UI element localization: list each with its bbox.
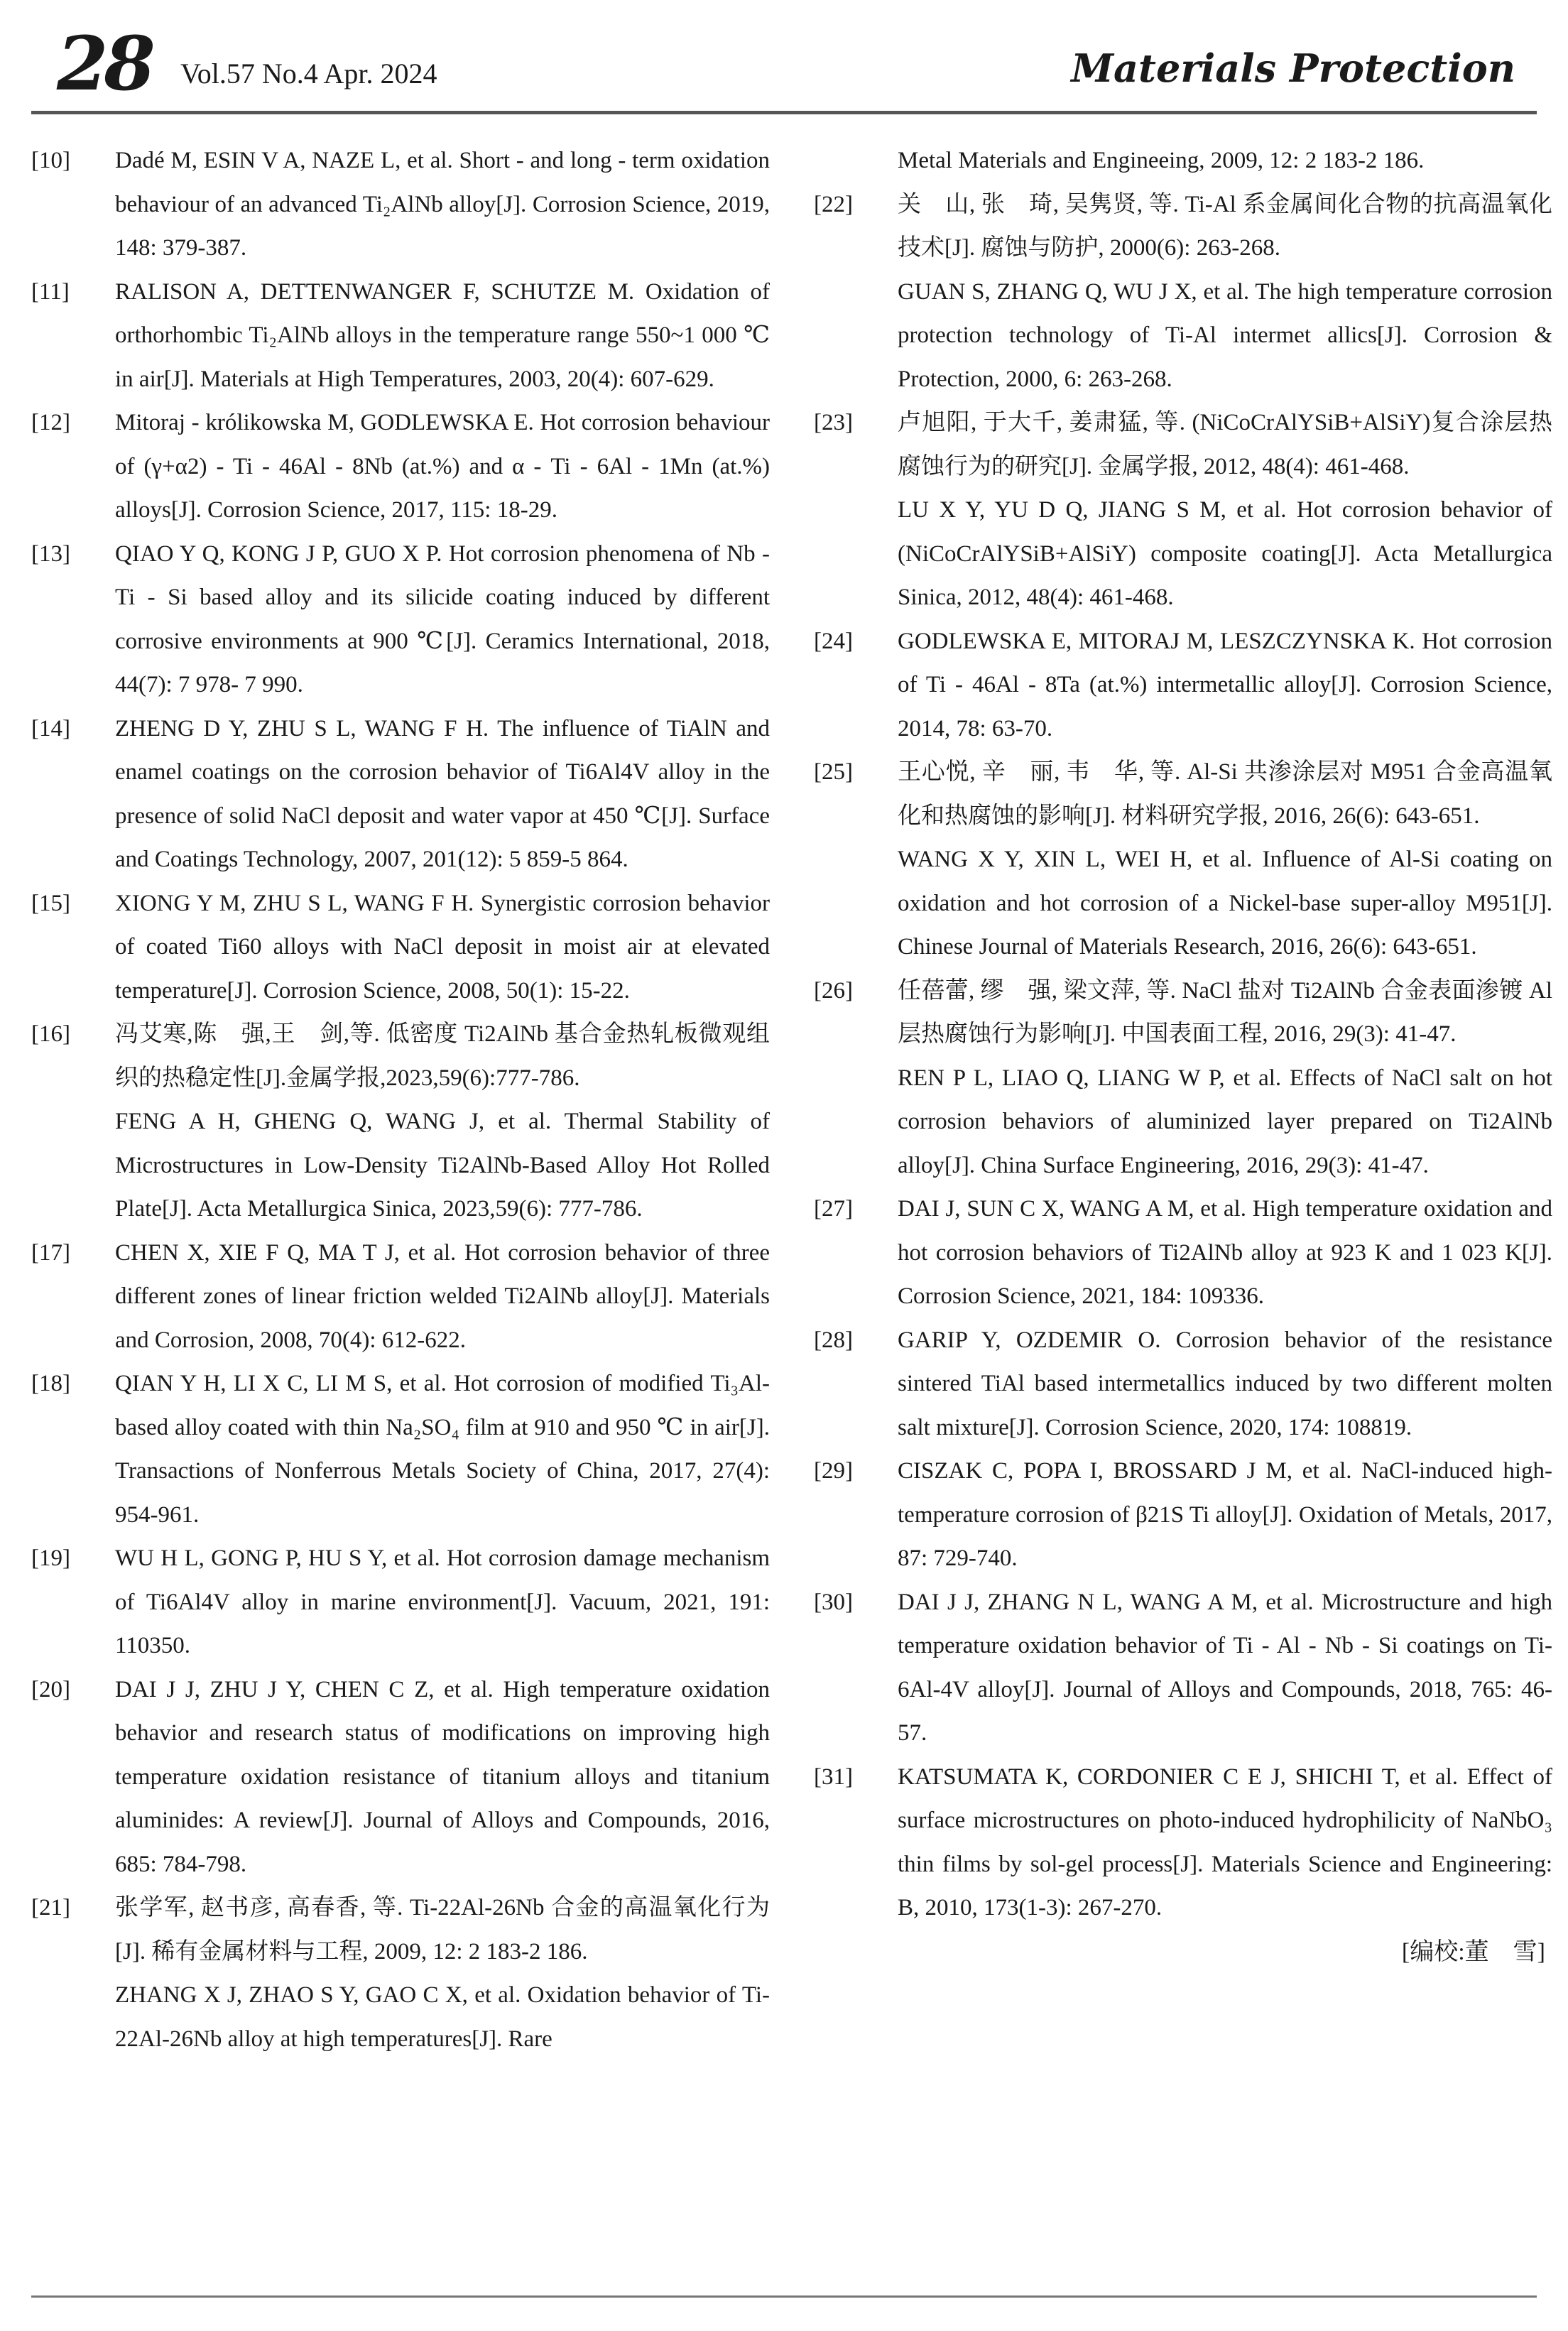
reference-entry xyxy=(31,1537,770,1668)
reference-text: GODLEWSKA E, MITORAJ M, LESZCZYNSKA K. Hot corrosion of Ti - 46Al - 8Ta (at.%) intermetallic alloy[J]. Corrosion Science, 2014, 78: 63-70. xyxy=(898,628,1552,741)
reference-number: [23] xyxy=(814,410,853,435)
reference-text-block xyxy=(898,1188,1552,1319)
reference-continuation: Metal Materials and Engineeing, 2009, 12: 2 183-2 186. xyxy=(898,148,1425,173)
reference-number: [17] xyxy=(31,1239,70,1266)
reference-text: WU H L, GONG P, HU S Y, et al. Hot corrosion damage mechanism of Ti6Al4V alloy in marine environment[J]. Vacuum, 2021, 191: 110350. xyxy=(115,1545,770,1658)
reference-entry xyxy=(814,1756,1552,1930)
reference-text-block xyxy=(115,1886,770,2061)
reference-number: [30] xyxy=(814,1589,853,1615)
reference-text: CISZAK C, POPA I, BROSSARD J M, et al. NaCl-induced high-temperature corrosion of β21S Ti alloy[J]. Oxidation of Metals, 2017, 87: 729-740. xyxy=(898,1458,1552,1571)
reference-text-english: REN P L, LIAO Q, LIANG W P, et al. Effects of NaCl salt on hot corrosion behaviors of aluminized layer prepared on Ti2AlNb alloy[J]. China Surface Engineering, 2016, 29(3): 41-47. xyxy=(898,1065,1552,1178)
reference-entry xyxy=(31,882,770,1014)
reference-text-english: LU X Y, YU D Q, JIANG S M, et al. Hot corrosion behavior of (NiCoCrAlYSiB+AlSiY) composite coating[J]. Acta Metallurgica Sinica, 2012, 48(4): 461-468. xyxy=(898,497,1552,610)
reference-entry xyxy=(814,1450,1552,1581)
reference-entry xyxy=(814,1188,1552,1319)
reference-number: [10] xyxy=(31,148,70,173)
reference-entry xyxy=(814,969,1552,1188)
reference-text-block xyxy=(115,1232,770,1363)
reference-text: QIAO Y Q, KONG J P, GUO X P. Hot corrosion phenomena of Nb - Ti - Si based alloy and its silicide coating induced by different corrosive environments at 900 ℃[J]. Ceramics International, 2018, 44(7): 7 978- 7 990. xyxy=(115,540,770,697)
reference-text: Mitoraj - królikowska M, GODLEWSKA E. Hot corrosion behaviour of (γ+α2) - Ti - 46Al - 8Nb (at.%) and α - Ti - 6Al - 1Mn (at.%) alloys[J]. Corrosion Science, 2017, 115: 18-29. xyxy=(115,410,770,523)
reference-entry xyxy=(31,401,770,533)
issue-info: Vol.57 No.4 Apr. 2024 xyxy=(180,58,437,89)
reference-entry xyxy=(31,1232,770,1363)
reference-text-block xyxy=(115,139,770,271)
reference-text: XIONG Y M, ZHU S L, WANG F H. Synergistic corrosion behavior of coated Ti60 alloys with NaCl deposit in moist air at elevated temperature[J]. Corrosion Science, 2008, 50(1): 15-22. xyxy=(115,890,770,1004)
reference-text: 冯艾寒,陈 强,王 剑,等. 低密度 Ti2AlNb 基合金热轧板微观组织的热稳定性[J].金属学报,2023,59(6):777-786. xyxy=(115,1021,770,1091)
reference-number: [22] xyxy=(814,191,853,217)
reference-text-block xyxy=(115,1013,770,1232)
reference-number: [28] xyxy=(814,1327,853,1353)
reference-number: [15] xyxy=(31,890,70,916)
reference-text-block xyxy=(898,1450,1552,1581)
reference-text: KATSUMATA K, CORDONIER C E J, SHICHI T, et al. Effect of surface microstructures on photo-induced hydrophilicity of NaNbO₃ thin films by sol-gel process[J]. Materials Science and Engineering: B, 2010, 173(1-3): 267-270. xyxy=(898,1764,1552,1920)
reference-text: 关 山, 张 琦, 吴隽贤, 等. Ti-Al 系金属间化合物的抗高温氧化技术[J]. 腐蚀与防护, 2000(6): 263-268. xyxy=(898,191,1552,261)
reference-number: [18] xyxy=(31,1371,70,1396)
journal-title: Materials Protection xyxy=(1071,45,1515,91)
reference-text-block xyxy=(115,882,770,1014)
reference-text-block xyxy=(898,183,1552,402)
reference-number: [12] xyxy=(31,410,70,435)
reference-number: [21] xyxy=(31,1895,70,1920)
reference-text-english: FENG A H, GHENG Q, WANG J, et al. Thermal Stability of Microstructures in Low-Density Ti2AlNb-Based Alloy Hot Rolled Plate[J]. Acta Metallurgica Sinica, 2023,59(6): 777-786. xyxy=(115,1109,770,1222)
reference-entry xyxy=(31,1668,770,1887)
reference-text: DAI J, SUN C X, WANG A M, et al. High temperature oxidation and hot corrosion behaviors of Ti2AlNb alloy at 923 K and 1 023 K[J]. Corrosion Science, 2021, 184: 109336. xyxy=(898,1196,1552,1309)
reference-text-english: GUAN S, ZHANG Q, WU J X, et al. The high temperature corrosion protection technology of Ti-Al intermet allics[J]. Corrosion & Protection, 2000, 6: 263-268. xyxy=(898,278,1552,392)
editor-note: [编校:董 雪] xyxy=(1401,1938,1545,1965)
reference-entry xyxy=(814,183,1552,402)
reference-number: [27] xyxy=(814,1196,853,1222)
reference-text: QIAN Y H, LI X C, LI M S, et al. Hot corrosion of modified Ti₃Al-based alloy coated with thin Na₂SO₄ film at 910 and 950 ℃ in air[J]. Transactions of Nonferrous Metals Society of China, 2017, 27(4): 954-961. xyxy=(115,1371,770,1528)
reference-number: [26] xyxy=(814,977,853,1004)
page-header xyxy=(31,0,1537,112)
reference-number: [25] xyxy=(814,759,853,785)
reference-entry xyxy=(31,707,770,882)
footer-rule xyxy=(31,2295,1537,2298)
reference-text-block xyxy=(115,401,770,533)
reference-entry xyxy=(31,1013,770,1232)
reference-text-block xyxy=(898,401,1552,620)
reference-text-block xyxy=(115,1537,770,1668)
reference-number: [24] xyxy=(814,628,853,654)
reference-entry xyxy=(814,401,1552,620)
reference-text-block xyxy=(115,1362,770,1537)
header-rule xyxy=(31,111,1537,114)
reference-number: [14] xyxy=(31,715,70,741)
reference-text: Dadé M, ESIN V A, NAZE L, et al. Short - and long - term oxidation behaviour of an advanced Ti₂AlNb alloy[J]. Corrosion Science, 2019, 148: 379-387. xyxy=(115,148,770,261)
reference-text: ZHENG D Y, ZHU S L, WANG F H. The influence of TiAlN and enamel coatings on the corrosion behavior of Ti6Al4V alloy in the presence of solid NaCl deposit and water vapor at 450 ℃[J]. Surface and Coatings Technology, 2007, 201(12): 5 859-5 864. xyxy=(115,715,770,872)
reference-entry xyxy=(814,1319,1552,1450)
reference-entry xyxy=(814,1581,1552,1756)
reference-text: 王心悦, 辛 丽, 韦 华, 等. Al-Si 共渗涂层对 M951 合金高温氧化和热腐蚀的影响[J]. 材料研究学报, 2016, 26(6): 643-651. xyxy=(898,759,1552,829)
reference-text-block xyxy=(898,1756,1552,1930)
reference-text: 卢旭阳, 于大千, 姜肃猛, 等. (NiCoCrAlYSiB+AlSiY)复合涂层热腐蚀行为的研究[J]. 金属学报, 2012, 48(4): 461-468. xyxy=(898,410,1552,479)
reference-entry xyxy=(31,533,770,707)
reference-text-block xyxy=(898,1581,1552,1756)
page-number: 28 xyxy=(57,20,151,107)
reference-text: 任蓓蕾, 缪 强, 梁文萍, 等. NaCl 盐对 Ti2AlNb 合金表面渗镀 Al 层热腐蚀行为影响[J]. 中国表面工程, 2016, 29(3): 41-47. xyxy=(898,977,1552,1047)
reference-entry xyxy=(31,1362,770,1537)
reference-number: [11] xyxy=(31,278,70,305)
reference-number: [19] xyxy=(31,1545,70,1571)
reference-number: [16] xyxy=(31,1021,70,1047)
reference-text: GARIP Y, OZDEMIR O. Corrosion behavior of the resistance sintered TiAl based intermetallics induced by two different molten salt mixture[J]. Corrosion Science, 2020, 174: 108819. xyxy=(898,1327,1552,1440)
reference-text-block xyxy=(115,271,770,402)
reference-text: 张学军, 赵书彦, 高春香, 等. Ti-22Al-26Nb 合金的高温氧化行为[J]. 稀有金属材料与工程, 2009, 12: 2 183-2 186. xyxy=(115,1895,770,1965)
reference-number: [31] xyxy=(814,1764,853,1790)
reference-number: [13] xyxy=(31,540,70,567)
reference-text: RALISON A, DETTENWANGER F, SCHUTZE M. Oxidation of orthorhombic Ti₂AlNb alloys in the temperature range 550~1 000 ℃ in air[J]. Materials at High Temperatures, 2003, 20(4): 607-629. xyxy=(115,278,770,392)
left-column xyxy=(31,139,770,2061)
reference-text-block xyxy=(115,707,770,882)
reference-text-block xyxy=(898,1319,1552,1450)
reference-entry xyxy=(31,1886,770,2061)
reference-text-block xyxy=(898,620,1552,751)
right-column xyxy=(814,139,1552,1974)
reference-text-block xyxy=(115,1668,770,1887)
reference-entry xyxy=(31,271,770,402)
reference-text: DAI J J, ZHU J Y, CHEN C Z, et al. High temperature oxidation behavior and research status of modifications on improving high temperature oxidation resistance of titanium alloys and titanium aluminides: A review[J]. Journal of Alloys and Compounds, 2016, 685: 784-798. xyxy=(115,1676,770,1877)
reference-entry xyxy=(31,139,770,271)
reference-text: DAI J J, ZHANG N L, WANG A M, et al. Microstructure and high temperature oxidation behavior of Ti - Al - Nb - Si coatings on Ti-6Al-4V alloy[J]. Journal of Alloys and Compounds, 2018, 765: 46-57. xyxy=(898,1589,1552,1746)
reference-number: [29] xyxy=(814,1458,853,1484)
reference-text-block xyxy=(898,751,1552,969)
reference-number: [20] xyxy=(31,1676,70,1702)
reference-text: CHEN X, XIE F Q, MA T J, et al. Hot corrosion behavior of three different zones of linear friction welded Ti2AlNb alloy[J]. Materials and Corrosion, 2008, 70(4): 612-622. xyxy=(115,1239,770,1353)
reference-entry xyxy=(814,620,1552,751)
reference-text-block xyxy=(115,533,770,707)
reference-text-english: WANG X Y, XIN L, WEI H, et al. Influence of Al-Si coating on oxidation and hot corrosion of a Nickel-base super-alloy M951[J]. Chinese Journal of Materials Research, 2016, 26(6): 643-651. xyxy=(898,847,1552,960)
reference-entry xyxy=(814,751,1552,969)
reference-text-english: ZHANG X J, ZHAO S Y, GAO C X, et al. Oxidation behavior of Ti-22Al-26Nb alloy at high temperatures[J]. Rare xyxy=(115,1982,770,2052)
reference-text-block xyxy=(898,969,1552,1188)
